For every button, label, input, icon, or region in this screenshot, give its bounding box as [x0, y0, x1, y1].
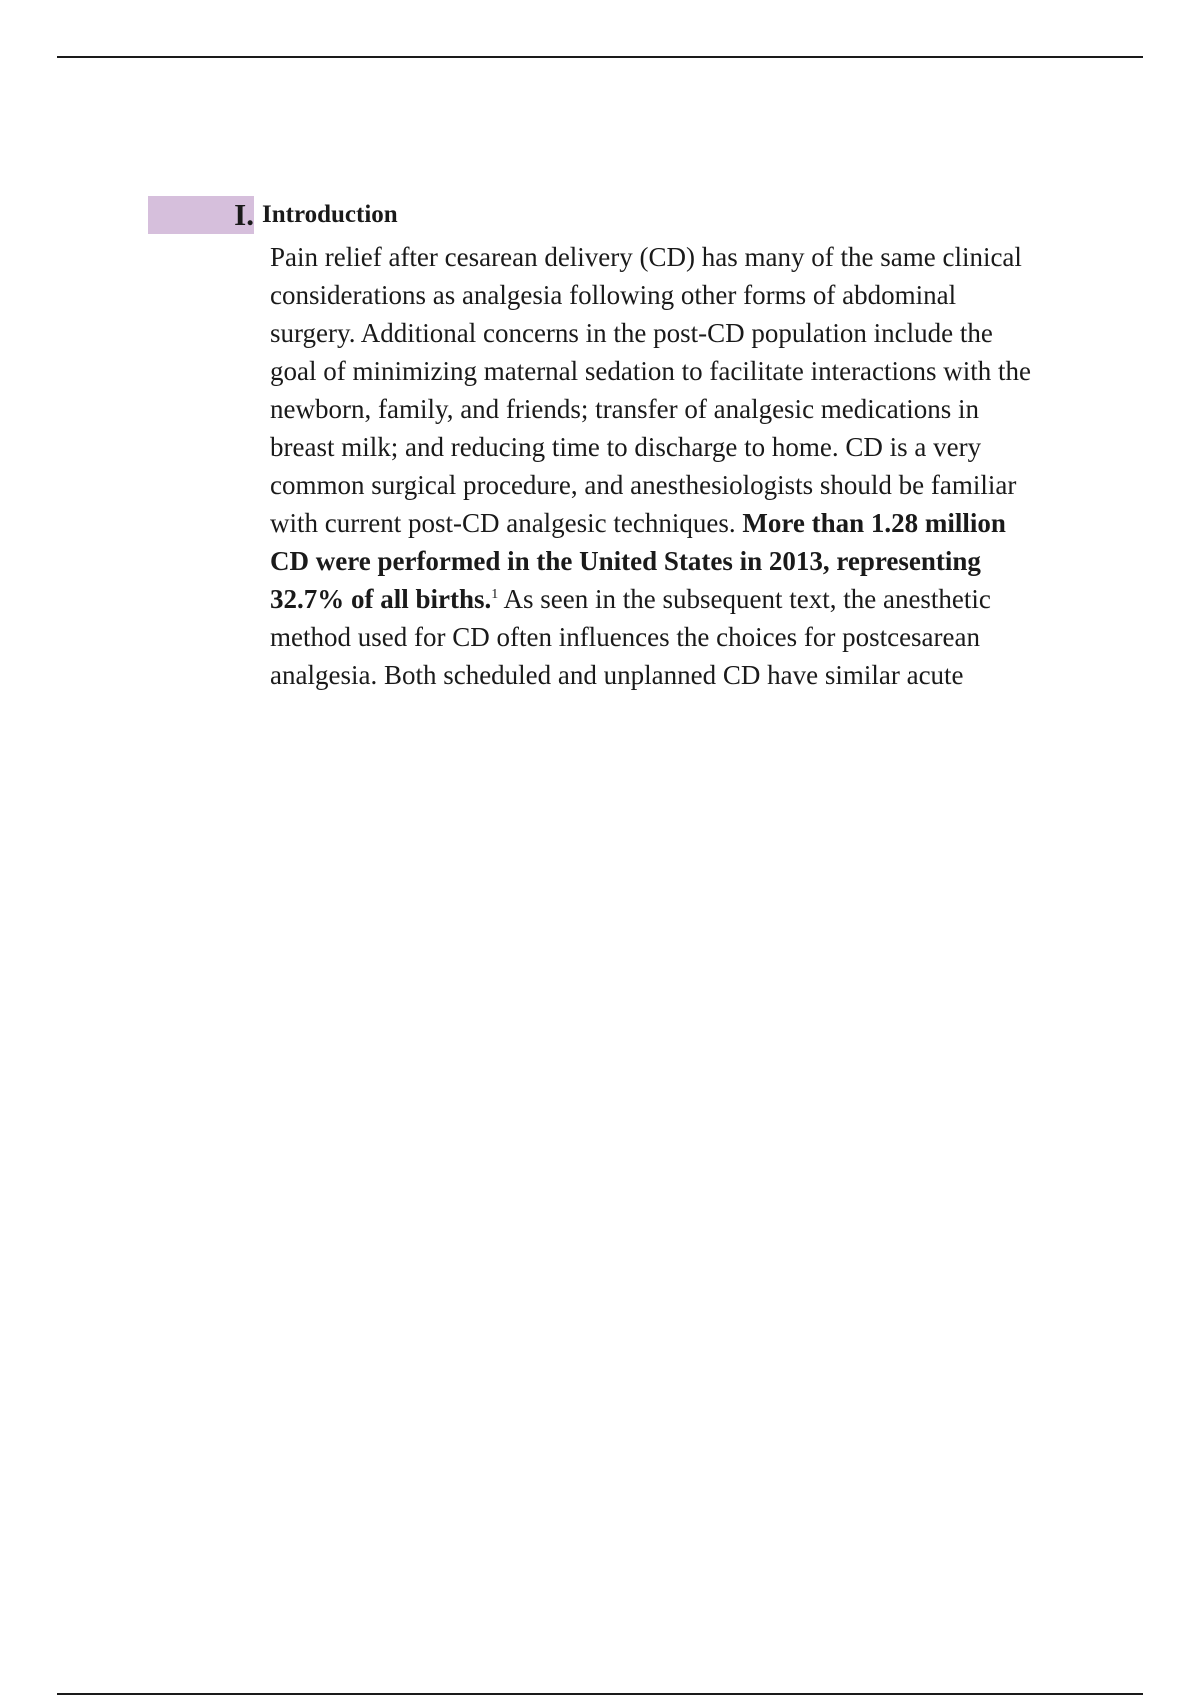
emphasized-statistic: More than 1.28 million: [742, 508, 1006, 538]
paragraph-line: newborn, family, and friends; transfer of analgesic medications in: [270, 394, 980, 424]
emphasized-statistic: 32.7% of all births.: [270, 584, 492, 614]
paragraph-line: common surgical procedure, and anesthesiologists should be familiar: [270, 470, 1017, 500]
footer-rule: [57, 1693, 1143, 1695]
section-title: Introduction: [262, 201, 398, 228]
section-number-highlight: [148, 196, 254, 234]
paragraph-line: analgesia. Both scheduled and unplanned CD have similar acute: [270, 660, 964, 690]
paragraph-line: [270, 580, 1170, 618]
paragraph-line: considerations as analgesia following other forms of abdominal: [270, 280, 957, 310]
paragraph-line: breast milk; and reducing time to discharge to home. CD is a very: [270, 432, 982, 462]
introduction-paragraph: [270, 238, 1170, 694]
paragraph-line: method used for CD often influences the choices for postcesarean: [270, 622, 981, 652]
citation-reference[interactable]: 1: [491, 587, 499, 602]
emphasized-statistic: CD were performed in the United States in 2013, representing: [270, 546, 981, 576]
paragraph-text: As seen in the subsequent text, the anesthetic: [503, 584, 991, 614]
header-rule: [57, 56, 1143, 58]
section-heading: [148, 196, 398, 234]
section-number: I.: [234, 197, 254, 232]
paragraph-line: [270, 504, 1170, 542]
paragraph-text: with current post-CD analgesic techniques.: [270, 508, 736, 538]
paragraph-line: surgery. Additional concerns in the post-CD population include the: [270, 318, 993, 348]
paragraph-line: goal of minimizing maternal sedation to facilitate interactions with the: [270, 356, 1032, 386]
paragraph-line: Pain relief after cesarean delivery (CD) has many of the same clinical: [270, 242, 1022, 272]
